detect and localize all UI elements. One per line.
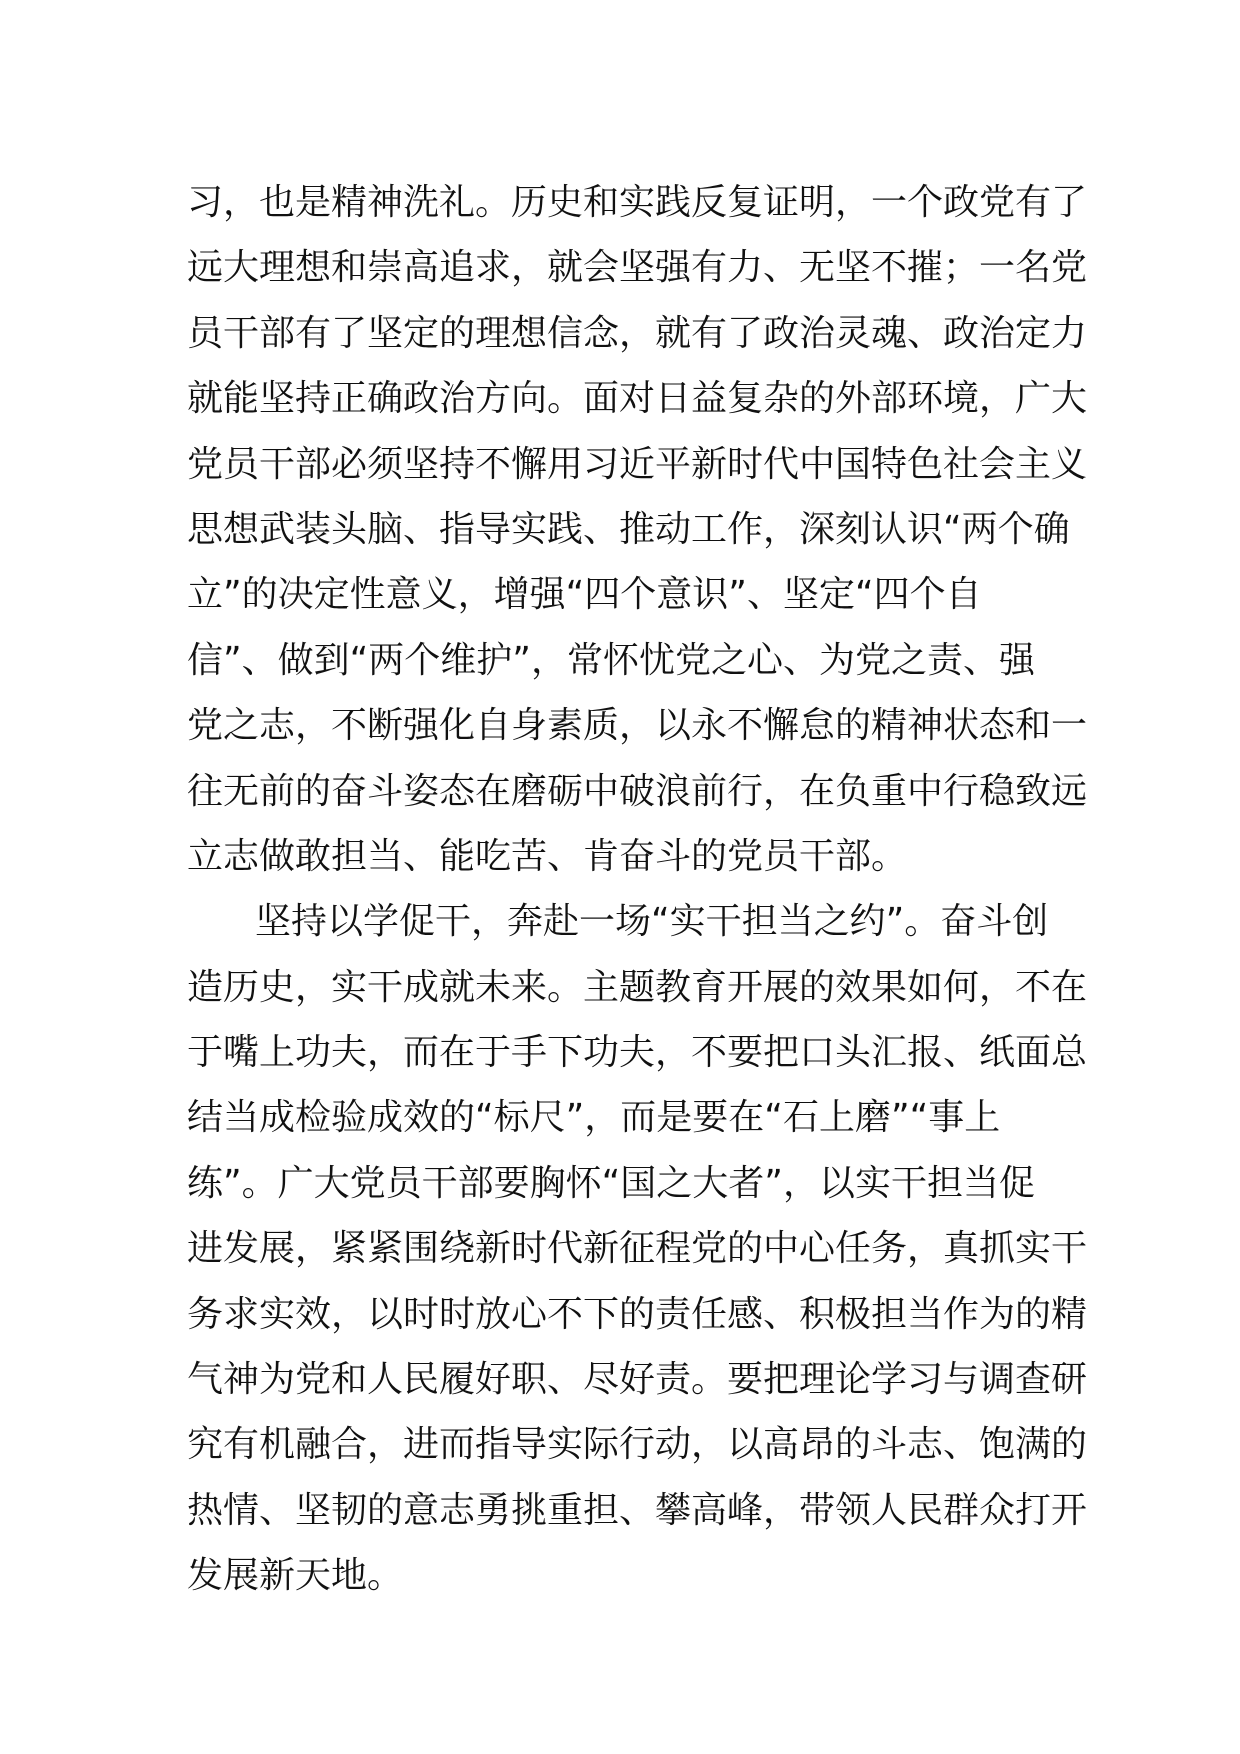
text-line: 信”、做到“两个维护”，常怀忧党之心、为党之责、强 <box>187 639 1035 681</box>
text-line: 立”的决定性意义，增强“四个意识”、坚定“四个自 <box>187 574 982 616</box>
text-line: 立志做敢担当、能吃苦、肯奋斗的党员干部。 <box>187 835 908 877</box>
text-line: 员干部有了坚定的理想信念，就有了政治灵魂、政治定力 <box>187 312 1088 354</box>
text-line: 发展新天地。 <box>187 1555 404 1597</box>
text-line: 习，也是精神洗礼。历史和实践反复证明，一个政党有了 <box>187 182 1088 223</box>
text-line: 究有机融合，进而指导实际行动，以高昂的斗志、饱满的 <box>187 1424 1088 1466</box>
body-text <box>187 170 1088 1609</box>
text-line: 热情、坚韧的意志勇挑重担、攀高峰，带领人民群众打开 <box>187 1489 1088 1531</box>
text-line: 进发展，紧紧围绕新时代新征程党的中心任务，真抓实干 <box>187 1228 1088 1270</box>
text-line: 远大理想和崇高追求，就会坚强有力、无坚不摧；一名党 <box>187 247 1088 289</box>
text-line: 结当成检验成效的“标尺”，而是要在“石上磨”“事上 <box>187 1097 1001 1139</box>
paragraph-1 <box>187 170 1088 889</box>
text-line: 往无前的奋斗姿态在磨砺中破浪前行，在负重中行稳致远 <box>187 770 1088 812</box>
text-line: 务求实效，以时时放心不下的责任感、积极担当作为的精 <box>187 1293 1088 1335</box>
text-line: 于嘴上功夫，而在于手下功夫，不要把口头汇报、纸面总 <box>187 1032 1088 1074</box>
text-line: 坚持以学促干，奔赴一场“实干担当之约”。奋斗创 <box>255 901 1049 943</box>
text-line: 思想武装头脑、指导实践、推动工作，深刻认识“两个确 <box>187 508 1070 550</box>
text-line: 造历史，实干成就未来。主题教育开展的效果如何，不在 <box>187 966 1088 1008</box>
paragraph-2 <box>187 889 1088 1608</box>
text-line: 气神为党和人民履好职、尽好责。要把理论学习与调查研 <box>187 1359 1088 1401</box>
text-line: 就能坚持正确政治方向。面对日益复杂的外部环境，广大 <box>187 378 1088 420</box>
text-line: 练”。广大党员干部要胸怀“国之大者”，以实干担当促 <box>187 1162 1035 1204</box>
text-line: 党之志，不断强化自身素质，以永不懈怠的精神状态和一 <box>187 705 1088 747</box>
text-line: 党员干部必须坚持不懈用习近平新时代中国特色社会主义 <box>187 443 1088 485</box>
